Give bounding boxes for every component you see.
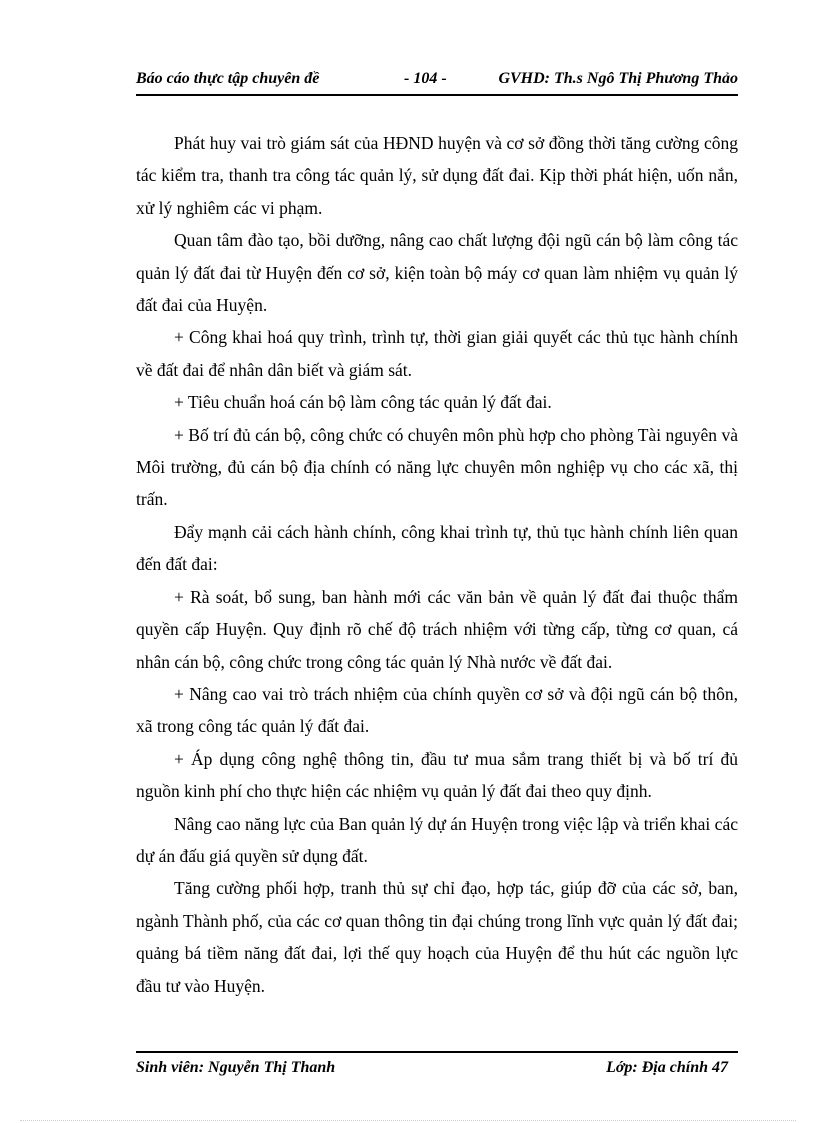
supervisor-name: GVHD: Th.s Ngô Thị Phương Thảo [498, 70, 738, 87]
paragraph: + Công khai hoá quy trình, trình tự, thời gian giải quyết các thủ tục hành chính về đất đai để nhân dân biết và giám sát. [136, 327, 738, 380]
page-edge-divider [20, 1120, 796, 1121]
page-header [136, 66, 738, 96]
paragraph: Tăng cường phối hợp, tranh thủ sự chỉ đạo, hợp tác, giúp đỡ của các sở, ban, ngành Thành phố, của các cơ quan thông tin đại chúng trong lĩnh vực quản lý đất đai; quảng bá tiềm năng đất đai, lợi thế quy hoạch của Huyện để thu hút các nguồn lực đầu tư vào Huyện. [136, 878, 738, 996]
paragraph: + Rà soát, bổ sung, ban hành mới các văn bản về quản lý đất đai thuộc thẩm quyền cấp Huyện. Quy định rõ chế độ trách nhiệm với từng cấp, từng cơ quan, cá nhân cán bộ, công chức trong công tác quản lý Nhà nước về đất đai. [136, 586, 738, 672]
report-title: Báo cáo thực tập chuyên đề [136, 70, 320, 87]
page-footer [136, 1051, 738, 1081]
class-name: Lớp: Địa chính 47 [606, 1059, 728, 1076]
paragraph: Nâng cao năng lực của Ban quản lý dự án Huyện trong việc lập và triển khai các dự án đấu giá quyền sử dụng đất. [136, 813, 738, 866]
paragraph: Quan tâm đào tạo, bồi dưỡng, nâng cao chất lượng đội ngũ cán bộ làm công tác quản lý đất đai từ Huyện đến cơ sở, kiện toàn bộ máy cơ quan làm nhiệm vụ quản lý đất đai của Huyện. [136, 230, 738, 316]
page-number: - 104 - [404, 70, 447, 87]
document-body [136, 127, 738, 1002]
paragraph: Đẩy mạnh cải cách hành chính, công khai trình tự, thủ tục hành chính liên quan đến đất đai: [136, 521, 738, 575]
paragraph: + Bố trí đủ cán bộ, công chức có chuyên môn phù hợp cho phòng Tài nguyên và Môi trường, đủ cán bộ địa chính có năng lực chuyên môn nghiệp vụ cho các xã, thị trấn. [136, 424, 738, 510]
paragraph: + Áp dụng công nghệ thông tin, đầu tư mua sắm trang thiết bị và bố trí đủ nguồn kinh phí cho thực hiện các nhiệm vụ quản lý đất đai theo quy định. [136, 748, 738, 802]
student-name: Sinh viên: Nguyễn Thị Thanh [136, 1059, 336, 1076]
paragraph: Phát huy vai trò giám sát của HĐND huyện và cơ sở đồng thời tăng cường công tác kiểm tra, thanh tra công tác quản lý, sử dụng đất đai. Kịp thời phát hiện, uốn nắn, xử lý nghiêm các vi phạm. [136, 133, 738, 218]
paragraph: + Tiêu chuẩn hoá cán bộ làm công tác quản lý đất đai. [174, 392, 552, 413]
paragraph: + Nâng cao vai trò trách nhiệm của chính quyền cơ sở và đội ngũ cán bộ thôn, xã trong công tác quản lý đất đai. [136, 683, 738, 737]
